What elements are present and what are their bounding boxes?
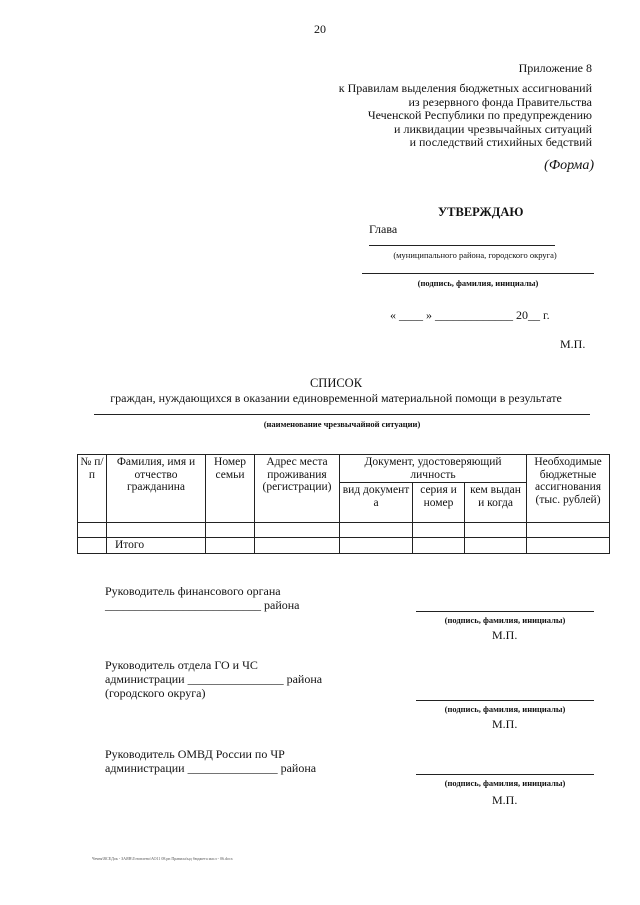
signer-2-district: администрации ________________ района <box>105 672 323 686</box>
signer-2-district-note: (городского округа) <box>105 686 206 700</box>
list-title: СПИСОК <box>309 376 363 390</box>
appendix-line-4: и ликвидации чрезвычайных ситуаций <box>394 121 592 136</box>
approval-signature-line <box>362 273 594 274</box>
municipality-line <box>369 245 555 246</box>
signer-1-line <box>416 611 594 612</box>
page-number: 20 <box>314 22 326 36</box>
head-label: Глава <box>369 222 398 236</box>
total-label: Итого <box>107 538 206 554</box>
header-doc-issuer: кем выдан и когда <box>465 483 527 523</box>
emergency-name-line <box>94 414 590 415</box>
signer-3-district: администрации _______________ района <box>105 761 317 775</box>
header-doc-series: серия и номер <box>413 483 465 523</box>
emergency-caption: (наименование чрезвычайной ситуации) <box>263 419 421 429</box>
appendix-line-5: и последствий стихийных бедствий <box>409 135 592 149</box>
header-doc-type: вид документ а <box>340 483 413 523</box>
signer-3-line <box>416 774 594 775</box>
signer-3-caption: (подпись, фамилия, инициалы) <box>444 778 566 788</box>
citizens-table <box>77 454 610 554</box>
signer-2-title: Руководитель отдела ГО и ЧС <box>105 658 258 672</box>
header-family: Номер семьи <box>206 455 255 523</box>
header-funds: Необходимые бюджетные ассигнования (тыс. рублей) <box>527 455 610 523</box>
signer-3-title: Руководитель ОМВД России по ЧР <box>105 747 285 761</box>
appendix-line-1: к Правилам выделения бюджетных ассигнований <box>338 81 592 95</box>
list-subtitle: граждан, нуждающихся в оказании единовременной материальной помощи в результате <box>110 391 562 405</box>
table-total-row <box>78 538 610 554</box>
signer-1-title: Руководитель финансового органа <box>105 584 281 598</box>
header-name: Фамилия, имя и отчество гражданина <box>107 455 206 523</box>
table-row <box>78 523 610 538</box>
signer-1-district: __________________________ района <box>105 598 300 612</box>
signer-1-caption: (подпись, фамилия, инициалы) <box>444 615 566 625</box>
header-document: Документ, удостоверяющий личность <box>340 455 527 483</box>
header-num: № п/п <box>78 455 107 523</box>
signer-3-stamp: М.П. <box>492 793 518 807</box>
approval-heading: УТВЕРЖДАЮ <box>438 205 524 219</box>
approval-stamp: М.П. <box>560 337 586 351</box>
appendix-line-3: Чеченской Республики по предупреждению <box>367 108 592 122</box>
approval-date: « ____ » _____________ 20__ г. <box>390 308 550 322</box>
signer-1-stamp: М.П. <box>492 628 518 642</box>
footer-path: Чечня\ВСЕДок - ЗАЯВ\Готовлено\АО11 08.pn Правила\ыд бюджета масл - 06.docx <box>92 856 233 861</box>
signer-2-stamp: М.П. <box>492 717 518 731</box>
form-label: (Форма) <box>544 158 594 173</box>
appendix-title: Приложение 8 <box>518 61 592 75</box>
signer-2-line <box>416 700 594 701</box>
municipality-caption: (муниципального района, городского округа) <box>393 250 557 260</box>
signer-2-caption: (подпись, фамилия, инициалы) <box>444 704 566 714</box>
header-address: Адрес места проживания (регистрации) <box>255 455 340 523</box>
approval-signature-caption: (подпись, фамилия, инициалы) <box>417 278 539 288</box>
appendix-line-2: из резервного фонда Правительства <box>408 94 592 109</box>
